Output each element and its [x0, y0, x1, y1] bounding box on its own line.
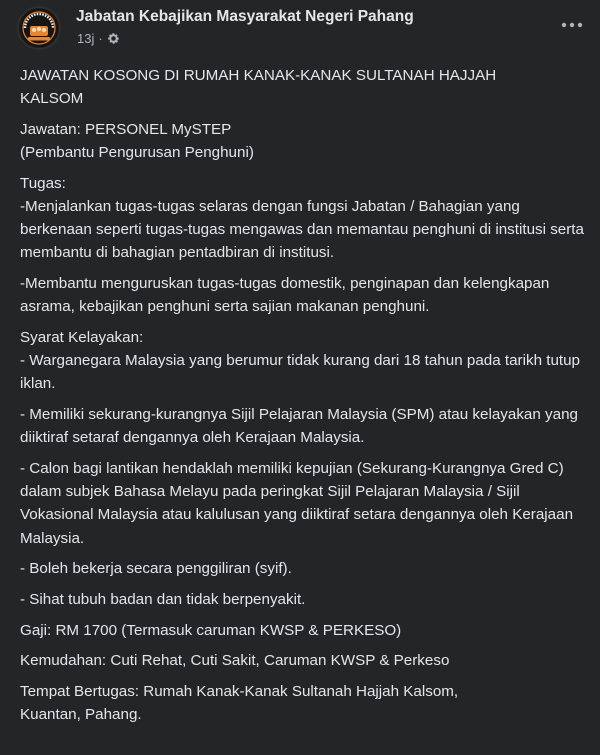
post-timestamp[interactable]: 13j	[77, 31, 95, 46]
gear-icon[interactable]	[107, 32, 120, 45]
post-header	[0, 0, 600, 54]
meta-separator: ·	[98, 31, 103, 46]
duty-item-2: -Membantu menguruskan tugas-tugas domestik, penginapan dan kelengkapan asrama, kebajikan penghuni serta sajian makanan penghuni.	[20, 275, 550, 316]
requirements-block	[20, 326, 585, 396]
duties-block	[20, 172, 585, 265]
location-block	[20, 680, 585, 726]
position-block	[20, 118, 585, 164]
duty-item-1: -Menjalankan tugas-tugas selaras dengan fungsi Jabatan / Bahagian yang berkenaan seperti tugas-tugas mengawas dan memantau penghuni di institusi serta membantu di bahagian pentadbiran di institusi.	[20, 198, 584, 262]
position-line-2: (Pembantu Pengurusan Penghuni)	[20, 144, 254, 162]
location-line-1: Tempat Bertugas: Rumah Kanak-Kanak Sultanah Hajjah Kalsom,	[20, 683, 459, 701]
title-line-1: JAWATAN KOSONG DI RUMAH KANAK-KANAK SULTANAH HAJJAH	[20, 67, 497, 84]
page-name-link[interactable]: Jabatan Kebajikan Masyarakat Negeri Pahang	[76, 8, 414, 25]
title-line-2: KALSOM	[20, 90, 84, 108]
position-line-1: Jawatan: PERSONEL MySTEP	[20, 120, 232, 138]
requirement-item-1: - Warganegara Malaysia yang berumur tidak kurang dari 18 tahun pada tarikh tutup iklan.	[20, 352, 581, 393]
duties-heading: Tugas:	[20, 174, 66, 192]
post-title	[20, 64, 585, 110]
location-line-2: Kuantan, Pahang.	[20, 706, 142, 724]
requirement-item-2: - Memiliki sekurang-kurangnya Sijil Pelajaran Malaysia (SPM) atau kelayakan yang diiktiraf setaraf dengannya oleh Kerajaan Malaysia.	[20, 406, 578, 447]
more-horizontal-icon	[561, 22, 583, 28]
requirement-item-4: - Boleh bekerja secara penggiliran (syif).	[20, 560, 292, 578]
more-options-button[interactable]	[554, 10, 590, 40]
requirement-item-5: - Sihat tubuh badan dan tidak berpenyakit.	[20, 591, 306, 609]
avatar[interactable]	[17, 6, 61, 50]
post-text	[20, 64, 585, 734]
post-meta	[77, 31, 120, 46]
requirements-heading: Syarat Kelayakan:	[20, 329, 144, 347]
agency-logo-icon	[19, 8, 59, 48]
benefits-line: Kemudahan: Cuti Rehat, Cuti Sakit, Caruman KWSP & Perkeso	[20, 652, 450, 670]
requirement-item-3: - Calon bagi lantikan hendaklah memiliki kepujian (Sekurang-Kurangnya Gred C) dalam subjek Bahasa Melayu pada peringkat Sijil Pelajaran Malaysia / Sijil Vokasional Malaysia atau kalulusan yang diiktiraf setara dengannya oleh Kerajaan Malaysia.	[20, 460, 574, 547]
salary-line: Gaji: RM 1700 (Termasuk caruman KWSP & PERKESO)	[20, 621, 402, 639]
